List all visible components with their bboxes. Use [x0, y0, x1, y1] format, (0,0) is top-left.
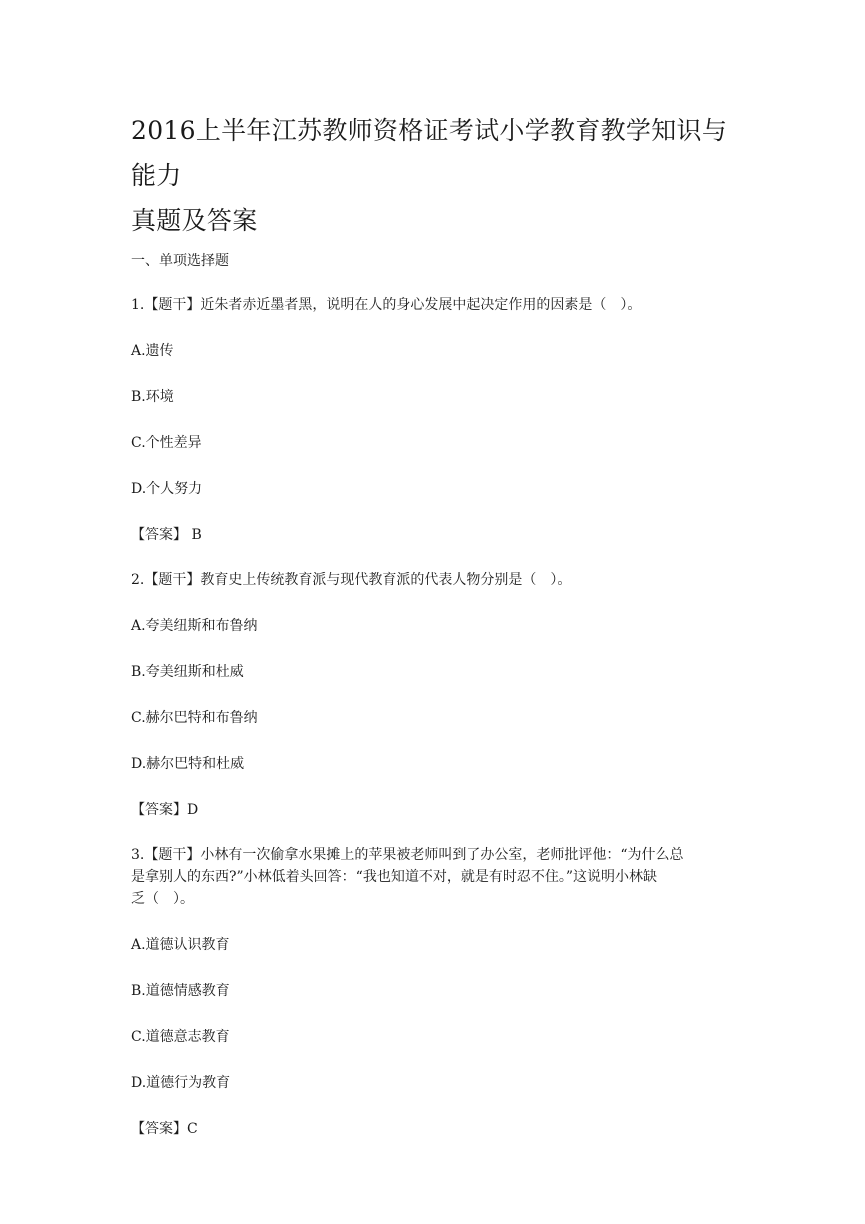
option-c: C.个性差异 — [131, 435, 202, 451]
option-b: B.夸美纽斯和杜威 — [131, 664, 244, 680]
option-b: B.环境 — [131, 389, 174, 405]
option-c: C.道德意志教育 — [131, 1029, 230, 1045]
option-c: C.赫尔巴特和布鲁纳 — [131, 710, 258, 726]
title-line-2: 真题及答案 — [131, 206, 258, 235]
option-b: B.道德情感教育 — [131, 983, 230, 999]
question-stem-line-2: 是拿别人的东西?”小林低着头回答：“我也知道不对，就是有时忍不住。”这说明小林缺 — [131, 869, 657, 885]
document-title — [131, 108, 743, 243]
question-stem-line-1: 3.【题干】小林有一次偷拿水果摊上的苹果被老师叫到了办公室，老师批评他：“为什么总 — [131, 847, 684, 863]
option-d: D.赫尔巴特和杜威 — [131, 756, 245, 772]
document-page — [131, 108, 743, 1140]
question-2 — [131, 569, 743, 821]
title-line-1: 2016上半年江苏教师资格证考试小学教育教学知识与能力 — [131, 116, 728, 190]
answer: 【答案】D — [131, 802, 199, 818]
option-a: A.遗传 — [131, 343, 174, 359]
question-stem — [131, 844, 743, 910]
option-a: A.道德认识教育 — [131, 937, 230, 953]
answer: 【答案】C — [131, 1121, 198, 1137]
section-heading: 一、单项选择题 — [131, 253, 229, 269]
answer: 【答案】 B — [131, 527, 202, 543]
option-a: A.夸美纽斯和布鲁纳 — [131, 618, 258, 634]
question-3 — [131, 844, 743, 1140]
question-stem-line-3: 乏（ ）。 — [131, 891, 194, 907]
option-d: D.个人努力 — [131, 481, 203, 497]
question-1 — [131, 294, 743, 546]
question-stem: 2.【题干】教育史上传统教育派与现代教育派的代表人物分别是（ ）。 — [131, 572, 572, 588]
question-stem: 1.【题干】近朱者赤近墨者黑，说明在人的身心发展中起决定作用的因素是（ ）。 — [131, 297, 642, 313]
option-d: D.道德行为教育 — [131, 1075, 231, 1091]
